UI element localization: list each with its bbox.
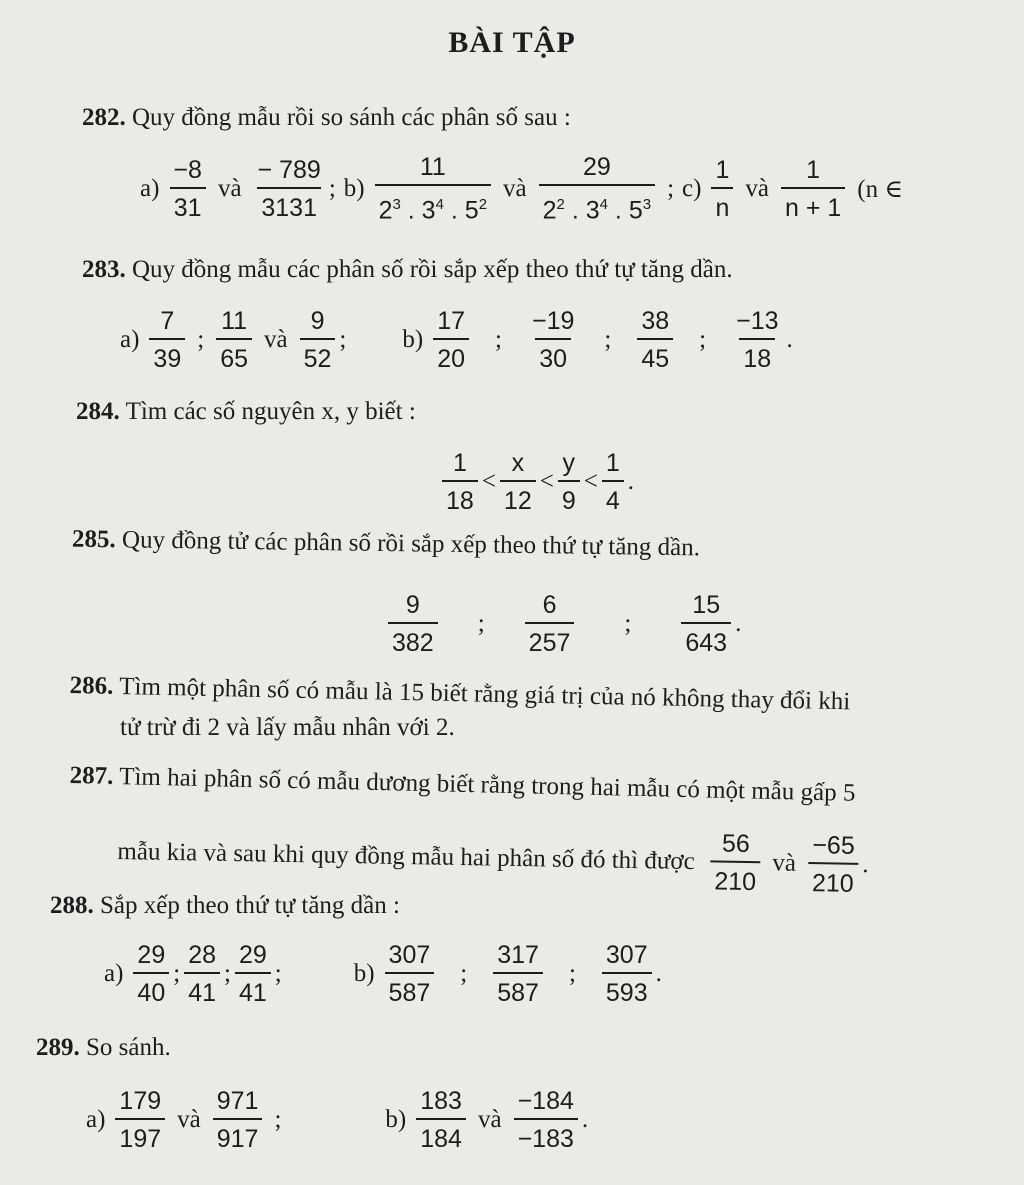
fraction: $\frac{1}{n + 1}$	[781, 155, 845, 223]
problem-287-statement	[69, 762, 855, 808]
problem-285-statement	[72, 526, 700, 563]
separator: ;	[328, 174, 336, 202]
fraction: $\frac{29}{2^2 . 3^4 . 5^3}$	[539, 152, 655, 225]
fraction: $\frac{15}{643}$	[681, 590, 731, 658]
problem-286-statement	[69, 672, 850, 716]
problem-284-statement	[76, 398, 416, 426]
problem-text: Sắp xếp theo thứ tự tăng dần :	[100, 892, 400, 919]
problem-text: mẫu kia và sau khi quy đồng mẫu hai phân số đó thì được	[117, 837, 695, 876]
problem-number: 289.	[36, 1034, 80, 1061]
problem-288-statement	[50, 892, 400, 920]
problem-285-fractions	[384, 590, 741, 658]
part-label: a)	[140, 174, 160, 202]
separator: ;	[699, 326, 707, 353]
fraction: $\frac{183}{184}$	[416, 1086, 466, 1154]
problem-282-statement	[82, 104, 571, 132]
separator: ;	[339, 326, 347, 353]
problem-number: 285.	[71, 525, 116, 554]
problem-text: So sánh.	[86, 1034, 171, 1061]
conjunction: và	[477, 1106, 502, 1133]
part-label: b)	[402, 326, 424, 353]
power-denominator: $2^2$ . $3^4$ . $5^3$	[539, 184, 655, 225]
fraction: $\frac{9}{52}$	[300, 306, 336, 374]
fraction: $\frac{29}{41}$	[235, 940, 271, 1008]
fraction: $\frac{-184}{-183}$	[514, 1086, 578, 1154]
separator: ;	[460, 960, 468, 987]
problem-number: 288.	[50, 892, 94, 919]
fraction: $\frac{11}{65}$	[216, 306, 252, 374]
fraction: $\frac{307}{587}$	[385, 940, 435, 1008]
fraction: $\frac{1}{18}$	[442, 448, 478, 516]
part-label: b)	[353, 960, 375, 987]
separator: ;	[604, 326, 612, 353]
separator: ;	[274, 1106, 282, 1133]
part-label: b)	[343, 174, 365, 202]
problem-282-fractions	[140, 152, 911, 225]
period: .	[627, 468, 635, 495]
less-than-sign: <	[583, 468, 598, 495]
separator: ;	[197, 326, 205, 353]
separator: ;	[173, 960, 181, 987]
problem-number: 282.	[82, 104, 126, 131]
fraction: $\frac{- 789}{3131}$	[257, 155, 321, 222]
fraction: $\frac{56}{210}$	[710, 828, 761, 897]
conjunction: và	[264, 326, 288, 353]
fraction: $\frac{y}{9}$	[558, 448, 580, 516]
problem-number: 287.	[69, 762, 114, 790]
less-than-sign: <	[481, 468, 496, 495]
period: .	[786, 326, 793, 353]
conjunction: và	[745, 174, 769, 202]
part-label: a)	[86, 1106, 106, 1133]
problem-text: Quy đồng tử các phân số rồi sắp xếp theo thứ tự tăng dần.	[121, 526, 701, 562]
fraction: $\frac{x}{12}$	[500, 448, 536, 516]
conjunction: và	[217, 174, 242, 202]
problem-283-statement	[82, 256, 733, 284]
fraction: $\frac{7}{39}$	[149, 306, 185, 374]
fraction: $\frac{971}{917}$	[213, 1086, 263, 1154]
problem-288-fractions	[104, 940, 662, 1008]
fraction: $\frac{-8}{31}$	[169, 155, 206, 223]
fraction: $\frac{-65}{210}$	[807, 830, 859, 899]
part-label: a)	[104, 960, 124, 987]
problem-284-inequality	[438, 448, 634, 516]
problem-number: 286.	[69, 672, 114, 700]
problem-283-fractions	[120, 306, 793, 374]
period: .	[735, 610, 742, 637]
less-than-sign: <	[539, 468, 554, 495]
fraction: $\frac{11}{2^3 . 3^4 . 5^2}$	[375, 152, 491, 225]
fraction: $\frac{17}{20}$	[433, 306, 469, 374]
fraction: $\frac{38}{45}$	[637, 306, 673, 374]
conjunction: và	[772, 849, 797, 877]
condition-text: (n ∈	[857, 175, 903, 203]
separator: ;	[274, 960, 282, 987]
problem-287-continuation	[117, 818, 869, 899]
problem-number: 283.	[82, 256, 126, 283]
fraction: $\frac{1}{4}$	[602, 448, 624, 516]
page-title: BÀI TẬP	[448, 26, 576, 59]
problem-286-continuation: tử trừ đi 2 và lấy mẫu nhân với 2.	[120, 714, 455, 741]
separator: ;	[667, 174, 675, 202]
problem-text: Quy đồng mẫu rồi so sánh các phân số sau :	[132, 104, 571, 131]
fraction: $\frac{9}{382}$	[388, 590, 438, 658]
problem-number: 284.	[76, 398, 120, 425]
problem-text: Tìm hai phân số có mẫu dương biết rằng trong hai mẫu có một mẫu gấp 5	[118, 763, 856, 807]
period: .	[581, 1106, 589, 1133]
problem-289-statement	[36, 1034, 171, 1062]
power-denominator: $2^3$ . $3^4$ . $5^2$	[375, 184, 491, 225]
problem-text: Quy đồng mẫu các phân số rồi sắp xếp theo thứ tự tăng dần.	[132, 256, 733, 283]
separator: ;	[495, 326, 502, 353]
part-label: b)	[385, 1106, 407, 1133]
conjunction: và	[177, 1106, 201, 1133]
fraction: $\frac{-19}{30}$	[531, 307, 575, 373]
conjunction: và	[503, 174, 527, 202]
part-label: c)	[682, 174, 702, 202]
separator: ;	[224, 960, 231, 987]
part-label: a)	[120, 326, 140, 353]
fraction: $\frac{6}{257}$	[525, 590, 575, 658]
fraction: $\frac{-13}{18}$	[736, 307, 779, 373]
separator: ;	[477, 610, 485, 637]
fraction: $\frac{28}{41}$	[184, 940, 220, 1008]
problem-text: Tìm các số nguyên x, y biết :	[125, 398, 416, 425]
fraction: $\frac{1}{n}$	[711, 155, 733, 223]
separator: ;	[568, 960, 576, 987]
period: .	[862, 851, 869, 879]
problem-289-fractions	[86, 1086, 588, 1154]
problem-text: Tìm một phân số có mẫu là 15 biết rằng giá trị của nó không thay đổi khi	[118, 673, 851, 716]
fraction: $\frac{179}{197}$	[115, 1086, 165, 1154]
fraction: $\frac{317}{587}$	[493, 940, 543, 1008]
period: .	[655, 960, 662, 987]
separator: ;	[624, 610, 632, 637]
fraction: $\frac{29}{40}$	[133, 940, 169, 1008]
fraction: $\frac{307}{593}$	[602, 940, 652, 1008]
